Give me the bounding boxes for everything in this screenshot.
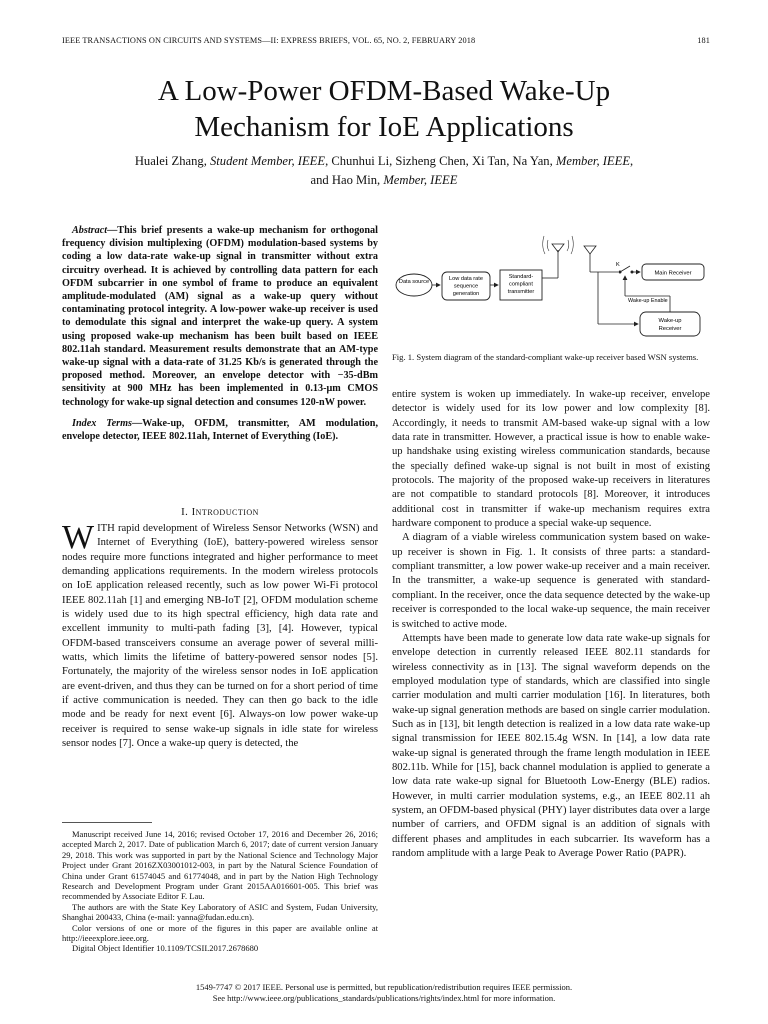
figure-1 bbox=[392, 228, 710, 348]
index-terms-text: —Wake-up, OFDM, transmitter, AM modulation, envelope detector, IEEE 802.11ah, Internet of Everything (IoE). bbox=[62, 417, 378, 443]
running-header bbox=[62, 36, 710, 50]
author-sep: , bbox=[630, 154, 634, 168]
index-terms-label: Index Terms bbox=[72, 417, 132, 429]
author-role: Member, IEEE bbox=[555, 154, 631, 168]
authors-line-1 bbox=[0, 152, 768, 171]
drop-cap: W bbox=[62, 519, 95, 556]
index-terms bbox=[62, 417, 378, 443]
page-number: 181 bbox=[697, 36, 710, 45]
footnote-doi: Digital Object Identifier 10.1109/TCSII.2017.2678680 bbox=[72, 943, 259, 954]
switch-icon bbox=[620, 266, 630, 272]
authors-line-2 bbox=[0, 171, 768, 190]
paragraph: A diagram of a viable wireless communication system based on wake-up receiver is shown in Fig. 1. It consists of three parts: a standard-compliant transmitter, a low power wake-up receiver and a main receiver. In the transmitter, a wake-up sequence is generated with standard-compliant. In the receiver, once the data sequence detected by the wake-up receiver is corresponded to the local wake-up sequence, the main receiver is switched to active mode. bbox=[392, 532, 710, 630]
abstract bbox=[62, 224, 378, 443]
tx-label-3: transmitter bbox=[507, 289, 535, 295]
seqgen-label-3: generation bbox=[452, 291, 480, 297]
tx-label-2: compliant bbox=[509, 281, 533, 288]
seqgen-label-2: sequence bbox=[453, 283, 479, 290]
author-name: and Hao Min, bbox=[310, 173, 384, 187]
intro-text: rapid development of Wireless Sensor Networks (WSN) and Internet of Everything (IoE), battery-powered wireless sensor nodes require more functions integrated and higher performance to meet demanding applications requirements. In the modern wireless protocols on IoE application released recently, such as low power Wi-Fi protocol IEEE 802.11ah [1] and emerging NB-IoT [2], OFDM modulation scheme is widely used due to its high spectral efficiency, high data rate and excellent immunity to multi-path fading [3], [4]. However, typical OFDM-based transceivers consume an average power of several milli-watts, which limits the lifetime of battery-powered sensor nodes [5]. Fortunately, the majority of the wireless sensor nodes in IoE application are event-driven, and thus they can be turned on for a short period of time if active communication is needed. They can then go back to the idle mode and be ready for next event [6]. Always-on low power wake-up receiver is required to sense wake-up signals in idle state for wireless sensor nodes [7]. Once a wake-up query is detected, the bbox=[62, 523, 378, 750]
copyright-notice bbox=[0, 982, 768, 1004]
section-name: Introduction bbox=[191, 506, 259, 518]
abstract-label: Abstract bbox=[72, 225, 108, 236]
seqgen-label-1: Low data rate bbox=[449, 276, 483, 282]
footnote-color: Color versions of one or more of the figures in this paper are available online at http://ieeexplore.ieee.org. bbox=[62, 922, 378, 944]
author-name: Hualei Zhang, bbox=[134, 154, 210, 168]
wakeup-receiver-block bbox=[640, 312, 700, 336]
system-diagram bbox=[392, 228, 710, 348]
right-column bbox=[392, 388, 710, 861]
paper-title-line-2: Mechanism for IoE Applications bbox=[194, 111, 574, 143]
footnote-affiliation: The authors are with the State Key Laboratory of ASIC and System, Fudan University, Shanghai 200433, China (e-mail: yanna@fudan.edu.cn). bbox=[62, 901, 378, 923]
main-receiver-label: Main Receiver bbox=[654, 270, 692, 277]
abstract-text: —This brief presents a wake-up mechanism for orthogonal frequency division multiplexing (OFDM) modulation-based systems by coding a low data-rate wake-up signal in transmitter without extra circuitry overhead. It is achieved by controlling data pattern for each OFDM subcarrier in one symbol of frame to produce an equivalent amplitude-modulated (AM) signal as a wake-up query without contaminating protocol integrity. A low-power wake-up receiver is used to demodulate this signal and interpret the wake-up query. A system using proposed wake-up mechanism has been built based on IEEE 802.11ah standard. Measurement results demonstrate that an AM-type wake-up signal with a data-rate of 31.25 Kb/s is generated through the proposed method. Moreover, an envelope detector with −35-dBm sensitivity at 900 MHz has been implemented in 0.13-μm CMOS technology for wake-up signal detection and consumes 120-nW power. bbox=[62, 225, 378, 408]
journal-header: IEEE TRANSACTIONS ON CIRCUITS AND SYSTEMS—II: EXPRESS BRIEFS, VOL. 65, NO. 2, FEBRUARY 2018 bbox=[62, 36, 476, 45]
intro-paragraph bbox=[62, 519, 378, 752]
intro-first-word: ITH bbox=[97, 523, 115, 534]
rx-antenna-icon bbox=[584, 246, 596, 254]
figure-caption: Fig. 1. System diagram of the standard-compliant wake-up receiver based WSN systems. bbox=[392, 352, 699, 362]
wakeup-rx-label-1: Wake-up bbox=[658, 318, 682, 324]
author-names: , Chunhui Li, Sizheng Chen, Xi Tan, Na Yan, bbox=[325, 154, 556, 168]
section-heading bbox=[62, 506, 378, 518]
footnote bbox=[62, 822, 378, 954]
paper-title-line-1: A Low-Power OFDM-Based Wake-Up bbox=[157, 75, 611, 107]
copyright-line-1: 1549-7747 © 2017 IEEE. Personal use is permitted, but republication/redistribution requires IEEE permission. bbox=[195, 982, 573, 992]
data-source-node bbox=[396, 274, 432, 296]
footnote-rule bbox=[62, 822, 152, 823]
switch-label: K bbox=[616, 262, 620, 268]
section-number: I. bbox=[181, 506, 192, 518]
data-source-label: Data source bbox=[398, 279, 430, 285]
author-role: Member, IEEE bbox=[383, 173, 458, 187]
wakeup-rx-label-2: Receiver bbox=[658, 326, 682, 332]
paragraph: entire system is woken up immediately. In wake-up receiver, envelope detector is widely used for its low power and low complexity [8]. Accordingly, it needs to transmit AM-based wake-up signal with a low data rate in transmitter. However, a practical issue is how to enable wake-up handshake using existing wireless communication standards, because the specially defined wake-up signal is not built in most of existing protocols. The majority of the proposed wake-up receivers in literatures are not compatible to standard protocols [8]. Moreover, it introduces additional cost in transmitter if wake-up mechanism requires extra hardware component to produce a special wake-up sequence. bbox=[392, 389, 710, 530]
paragraph: Attempts have been made to generate low data rate wake-up signals for envelope detection in currently released IEEE 802.11 standards for wireless connectivity as in [13]. The signal waveform depends on the employed modulation type of standards, which are classified into single carrier modulation and multi carrier modulation [16]. In literatures, both wake-up signal generation methods are based on single carrier modulation. Such as in [13], bit length detection is realized in a low data rate wake-up signal transmission for IEEE 802.15.4g WSN. In [14], a low data rate wake-up signal is generated through the frame length modulation in IEEE 802.11b. While for [15], back channel modulation is applied to generate a low data rate wake-up signal for Bluetooth Low-Energy (BLE) radios. However, in multi carrier modulation systems, e.g., an IEEE 802.11 ah system, an OFDM-based physical (PHY) layer distributes data over a large number of carriers, and OFDM signal is an addition of signals with different phases and amplitudes in each subcarrier. Its waveform has a random amplitude with a large Peak to Average Power Ratio (PAPR). bbox=[392, 632, 710, 859]
tx-label-1: Standard- bbox=[508, 274, 534, 280]
footnote-manuscript: Manuscript received June 14, 2016; revised October 17, 2016 and December 26, 2016; accepted March 2, 2017. Date of publication March 6, 2017; date of current version January 29, 2018. This work was supported in part by the National Science and Technology Major Project under Grant 2016ZX03001012-003, in part by the Natural Science Foundation of China under Grant 61574045 and 61774048, and in part by the Nation High Technology Research and Development Program under Grant 2015AA016601-005. This brief was recommended by Associate Editor F. Lau. bbox=[62, 829, 378, 902]
abstract-paragraph bbox=[62, 224, 378, 409]
wake-enable-label: Wake-up Enable bbox=[628, 298, 668, 304]
copyright-line-2: See http://www.ieee.org/publications_standards/publications/rights/index.html for more information. bbox=[212, 993, 556, 1003]
author-role: Student Member, IEEE bbox=[210, 154, 326, 168]
